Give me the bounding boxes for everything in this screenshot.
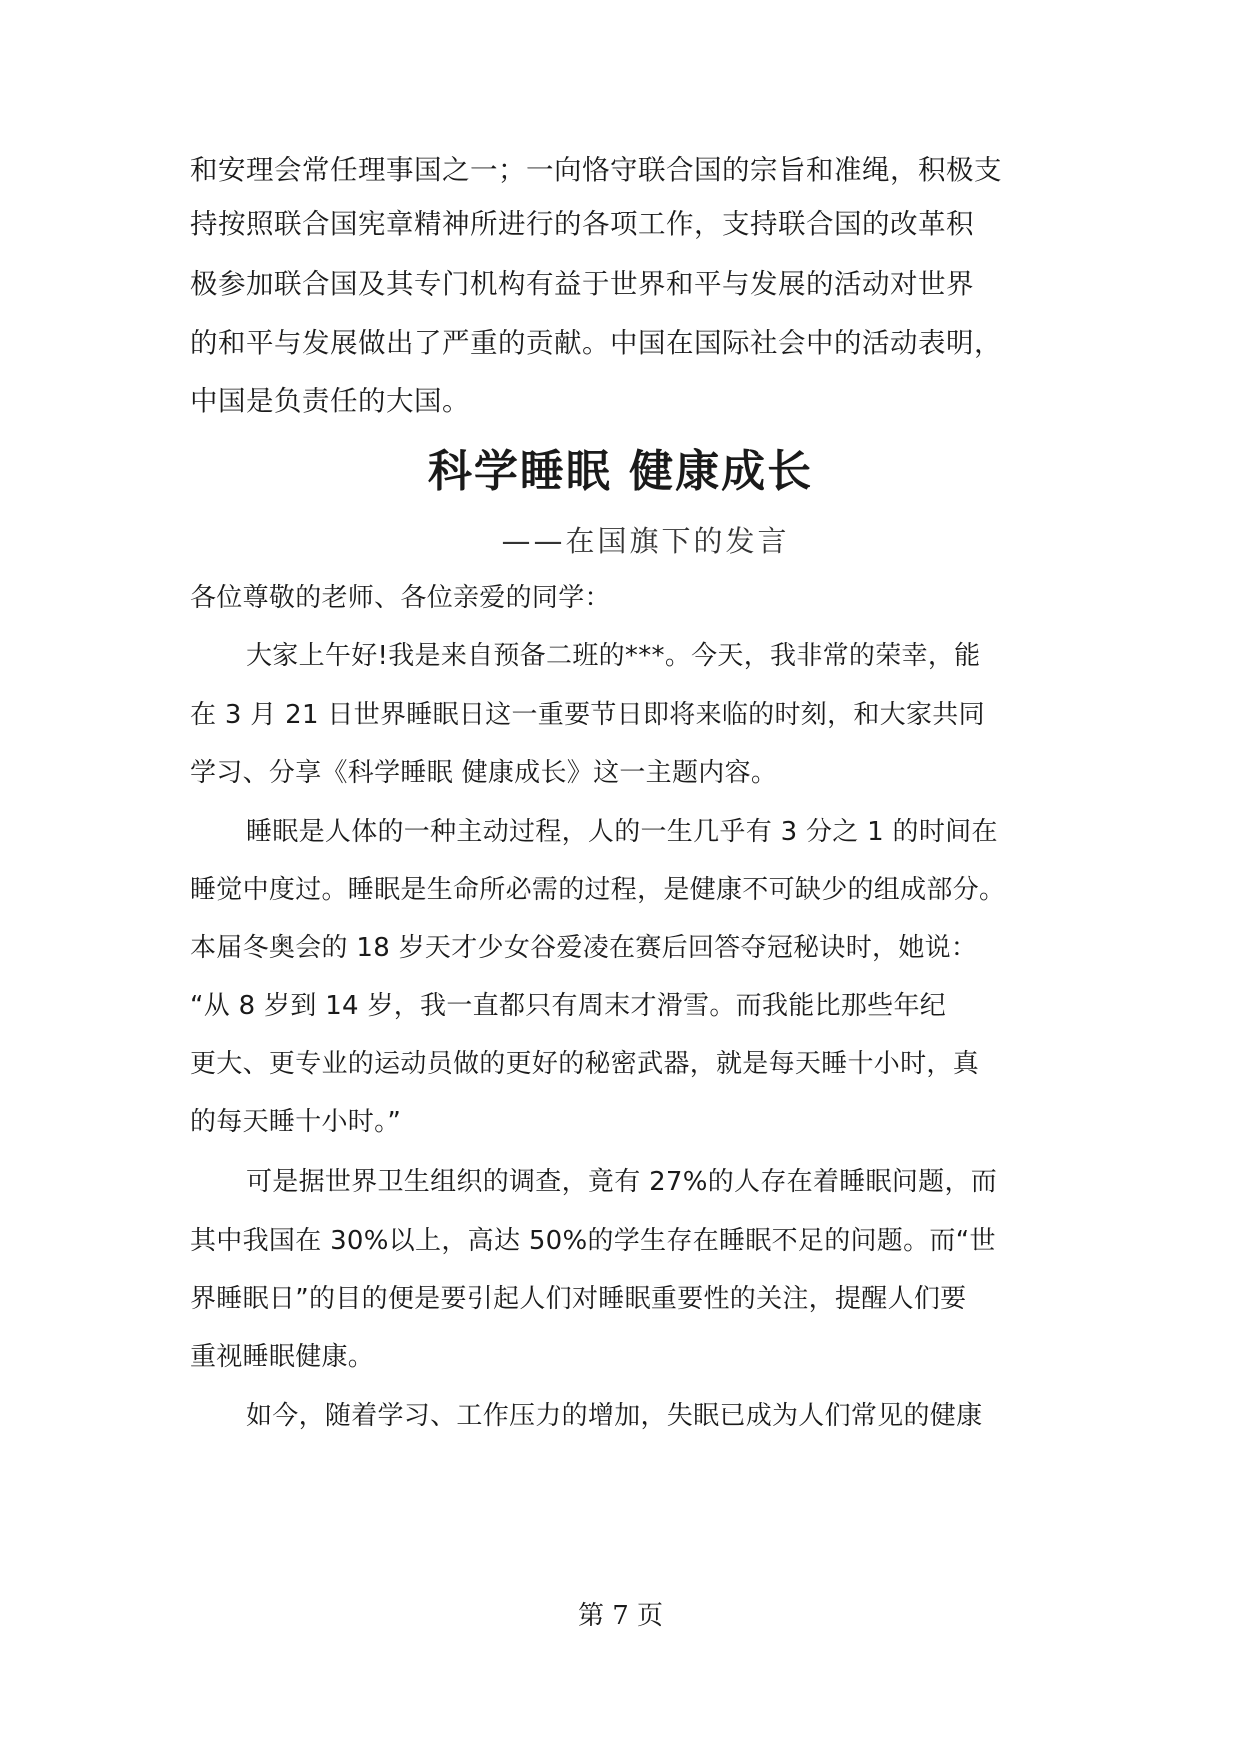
body-text-line: 学习、分享《科学睡眠 健康成长》这一主题内容。 (190, 758, 778, 788)
body-text-line: 重视睡眠健康。 (190, 1342, 375, 1372)
body-text-line: 界睡眠日”的目的便是要引起人们对睡眠重要性的关注，提醒人们要 (190, 1284, 967, 1314)
body-text-line: 其中我国在 30%以上，高达 50%的学生存在睡眠不足的问题。而“世 (190, 1226, 996, 1256)
body-text-line: 的和平与发展做出了严重的贡献。中国在国际社会中的活动表明， (190, 327, 1002, 359)
body-text-line: 睡眠是人体的一种主动过程，人的一生几乎有 3 分之 1 的时间在 (246, 817, 998, 847)
body-text-line: 持按照联合国宪章精神所进行的各项工作，支持联合国的改革积 (190, 208, 974, 240)
body-text-line: 睡觉中度过。睡眠是生命所必需的过程，是健康不可缺少的组成部分。 (190, 875, 1006, 905)
body-text-line: “从 8 岁到 14 岁，我一直都只有周末才滑雪。而我能比那些年纪 (190, 991, 947, 1021)
page-number: 第 7 页 (577, 1601, 664, 1631)
body-text-line: 本届冬奥会的 18 岁天才少女谷爱凌在赛后回答夺冠秘诀时，她说： (190, 933, 978, 963)
body-text-line: 的每天睡十小时。” (190, 1107, 402, 1137)
body-text-line: 大家上午好!我是来自预备二班的***。今天，我非常的荣幸，能 (246, 641, 981, 671)
body-text-line: 可是据世界卫生组织的调查，竟有 27%的人存在着睡眠问题，而 (246, 1167, 998, 1197)
speech-title: 科学睡眠 健康成长 (427, 446, 814, 497)
body-text-line: 如今，随着学习、工作压力的增加，失眠已成为人们常见的健康 (246, 1401, 983, 1431)
body-text-line: 更大、更专业的运动员做的更好的秘密武器，就是每天睡十小时，真 (190, 1049, 980, 1079)
speech-subtitle: ——在国旗下的发言 (501, 524, 790, 558)
salutation: 各位尊敬的老师、各位亲爱的同学： (190, 583, 611, 613)
body-text-line: 极参加联合国及其专门机构有益于世界和平与发展的活动对世界 (190, 268, 974, 300)
body-text-line: 在 3 月 21 日世界睡眠日这一重要节日即将来临的时刻，和大家共同 (190, 700, 985, 730)
body-text-line: 中国是负责任的大国。 (190, 385, 470, 417)
body-text-line: 和安理会常任理事国之一；一向恪守联合国的宗旨和准绳，积极支 (190, 154, 1002, 186)
